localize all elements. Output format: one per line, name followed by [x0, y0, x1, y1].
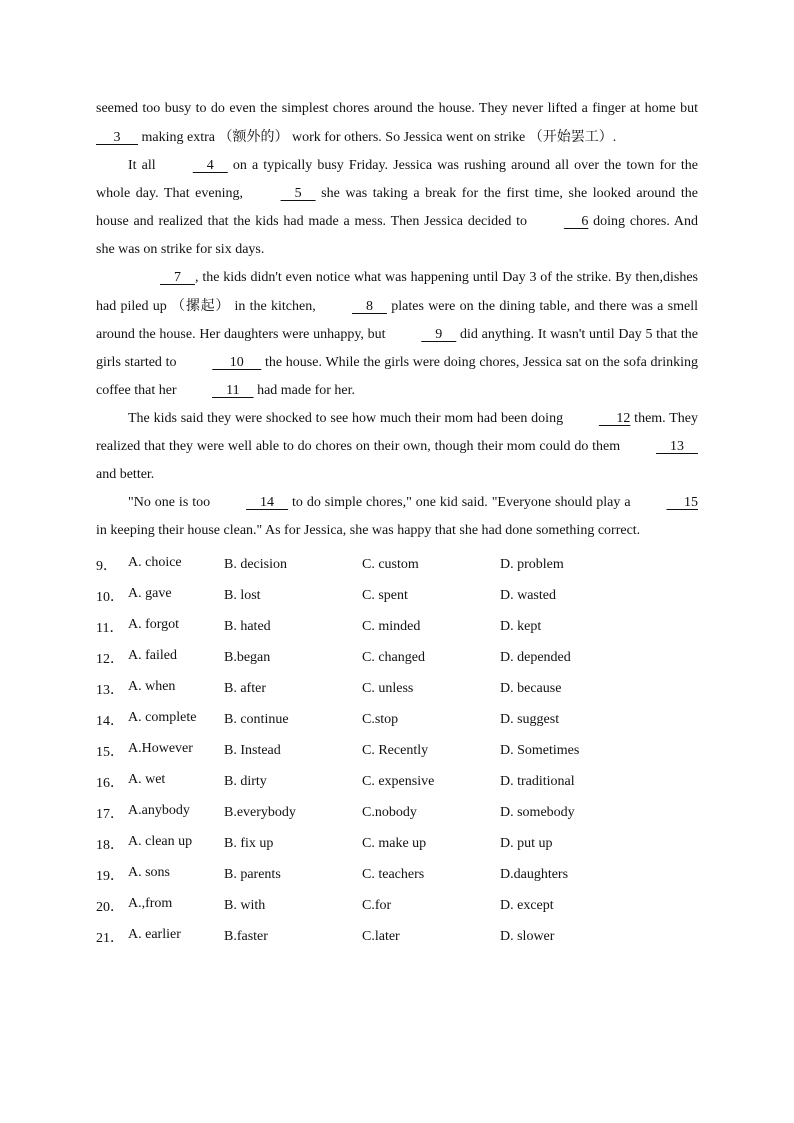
option-c: C. Recently [362, 742, 429, 758]
question-row [96, 735, 698, 766]
question-row [96, 890, 698, 921]
option-a: A. wet [128, 771, 166, 787]
option-c: C. minded [362, 618, 421, 634]
option-b: B. dirty [224, 773, 267, 789]
chinese-gloss: （开始罢工） [528, 129, 613, 145]
option-c: C.nobody [362, 804, 417, 820]
question-number: 9． [96, 558, 117, 574]
passage-text: in the kitchen, [230, 299, 320, 314]
option-d: D. put up [500, 835, 553, 851]
question-number: 20． [96, 899, 124, 915]
blank-3: 3 [96, 130, 138, 145]
option-a: A. when [128, 678, 176, 694]
passage-text: making extra [138, 130, 219, 145]
question-number: 19． [96, 868, 124, 884]
blank-4: 4 [192, 158, 228, 173]
question-number: 18． [96, 837, 124, 853]
question-row [96, 673, 698, 704]
passage-text: It all [128, 158, 161, 173]
passage-text: plates were on the dining table, and there was a smell around the house. Her daughters were unhappy, but [96, 299, 698, 342]
blank-5: 5 [280, 186, 316, 201]
question-number: 15． [96, 744, 124, 760]
passage-text: in keeping their house clean." As for Jessica, she was happy that she had done something correct. [96, 523, 641, 538]
option-c: C.later [362, 928, 400, 944]
passage-paragraph-5 [96, 489, 698, 545]
option-d: D. traditional [500, 773, 575, 789]
question-row [96, 704, 698, 735]
question-number: 13． [96, 682, 124, 698]
option-c: C. teachers [362, 866, 425, 882]
question-number: 16． [96, 775, 124, 791]
passage-text: The kids said they were shocked to see how much their mom had been doing [128, 411, 567, 426]
passage-text: did anything. It wasn't until Day 5 that the girls started to [96, 327, 699, 370]
option-d: D. depended [500, 649, 571, 665]
passage-text: to do simple chores," one kid said. "Everyone should play a [288, 495, 635, 510]
option-d: D. slower [500, 928, 555, 944]
option-a: A.,from [128, 895, 173, 911]
option-d: D.daughters [500, 866, 569, 882]
question-number: 11． [96, 620, 124, 636]
passage-text: doing chores. And she was on strike for six days. [96, 214, 699, 257]
question-number: 14． [96, 713, 124, 729]
option-b: B. decision [224, 556, 287, 572]
blank-15: 15 [666, 495, 698, 510]
blank-10: 10 [212, 355, 262, 370]
option-a: A. clean up [128, 833, 193, 849]
passage-paragraph-4 [96, 405, 698, 489]
question-row [96, 580, 698, 611]
question-number: 12． [96, 651, 124, 667]
question-number: 17． [96, 806, 124, 822]
passage-paragraph-3 [96, 264, 698, 405]
passage-paragraph-2 [96, 152, 698, 264]
chinese-gloss: （额外的） [218, 129, 289, 145]
option-a: A. choice [128, 554, 182, 570]
option-d: D. kept [500, 618, 542, 634]
question-row [96, 921, 698, 952]
option-b: B. Instead [224, 742, 281, 758]
option-d: D. suggest [500, 711, 560, 727]
passage-text: on a typically busy Friday. Jessica was rushing around all over the town for the whole day. That evening, [96, 158, 698, 201]
question-number: 21． [96, 930, 124, 946]
chinese-gloss: （摞起） [171, 298, 231, 314]
option-a: A.anybody [128, 802, 190, 818]
passage-text: . [612, 130, 617, 145]
option-b: B. hated [224, 618, 271, 634]
option-d: D. because [500, 680, 562, 696]
blank-7: 7 [160, 270, 195, 285]
blank-13: 13 [656, 439, 698, 454]
passage-text: the house. While the girls were doing chores, Jessica sat on the sofa drinking coffee that her [96, 355, 698, 398]
blank-14: 14 [246, 495, 289, 510]
option-c: C.stop [362, 711, 399, 727]
option-d: D. Sometimes [500, 742, 580, 758]
option-c: C. custom [362, 556, 419, 572]
blank-6: 6 [563, 214, 589, 229]
option-c: C. spent [362, 587, 408, 603]
passage-text: she was taking a break for the first time, she looked around the house and realized that the kids had made a mess. Then Jessica decided to [96, 186, 698, 229]
option-b: B. with [224, 897, 266, 913]
option-a: A. complete [128, 709, 197, 725]
passage-text: them. They realized that they were well able to do chores on their own, though their mom could do them [96, 411, 698, 454]
option-a: A. sons [128, 864, 171, 880]
option-d: D. except [500, 897, 554, 913]
option-b: B. parents [224, 866, 281, 882]
option-c: C. changed [362, 649, 425, 665]
passage-text: "No one is too [128, 495, 215, 510]
worksheet-page [96, 95, 698, 952]
question-number: 10． [96, 589, 124, 605]
question-row [96, 859, 698, 890]
option-b: B.everybody [224, 804, 296, 820]
passage-text: had made for her. [253, 383, 356, 398]
passage-text: , the kids didn't even notice what was happening until Day 3 of the strike. By then,dishes had piled up [96, 270, 698, 314]
question-row [96, 642, 698, 673]
option-a: A. forgot [128, 616, 180, 632]
question-row [96, 828, 698, 859]
option-c: C. make up [362, 835, 427, 851]
passage-text: work for others. So Jessica went on strike [288, 130, 529, 145]
blank-8: 8 [351, 299, 387, 314]
question-options-list [96, 549, 698, 952]
option-b: B.faster [224, 928, 268, 944]
blank-11: 11 [212, 383, 254, 398]
option-c: C.for [362, 897, 392, 913]
option-b: B. after [224, 680, 266, 696]
option-b: B. fix up [224, 835, 274, 851]
passage-text: and better. [96, 467, 155, 482]
option-a: A. earlier [128, 926, 181, 942]
option-b: B. lost [224, 587, 261, 603]
question-row [96, 766, 698, 797]
blank-9: 9 [421, 327, 457, 342]
option-c: C. expensive [362, 773, 435, 789]
option-b: B.began [224, 649, 271, 665]
passage-text: seemed too busy to do even the simplest chores around the house. They never lifted a finger at home but [96, 101, 698, 116]
question-row [96, 549, 698, 580]
option-d: D. problem [500, 556, 564, 572]
passage-paragraph-1 [96, 95, 698, 152]
option-d: D. somebody [500, 804, 575, 820]
question-row [96, 611, 698, 642]
option-d: D. wasted [500, 587, 556, 603]
option-c: C. unless [362, 680, 414, 696]
option-a: A. gave [128, 585, 172, 601]
question-row [96, 797, 698, 828]
option-a: A. failed [128, 647, 177, 663]
blank-12: 12 [598, 411, 631, 426]
option-b: B. continue [224, 711, 289, 727]
option-a: A.However [128, 740, 193, 756]
